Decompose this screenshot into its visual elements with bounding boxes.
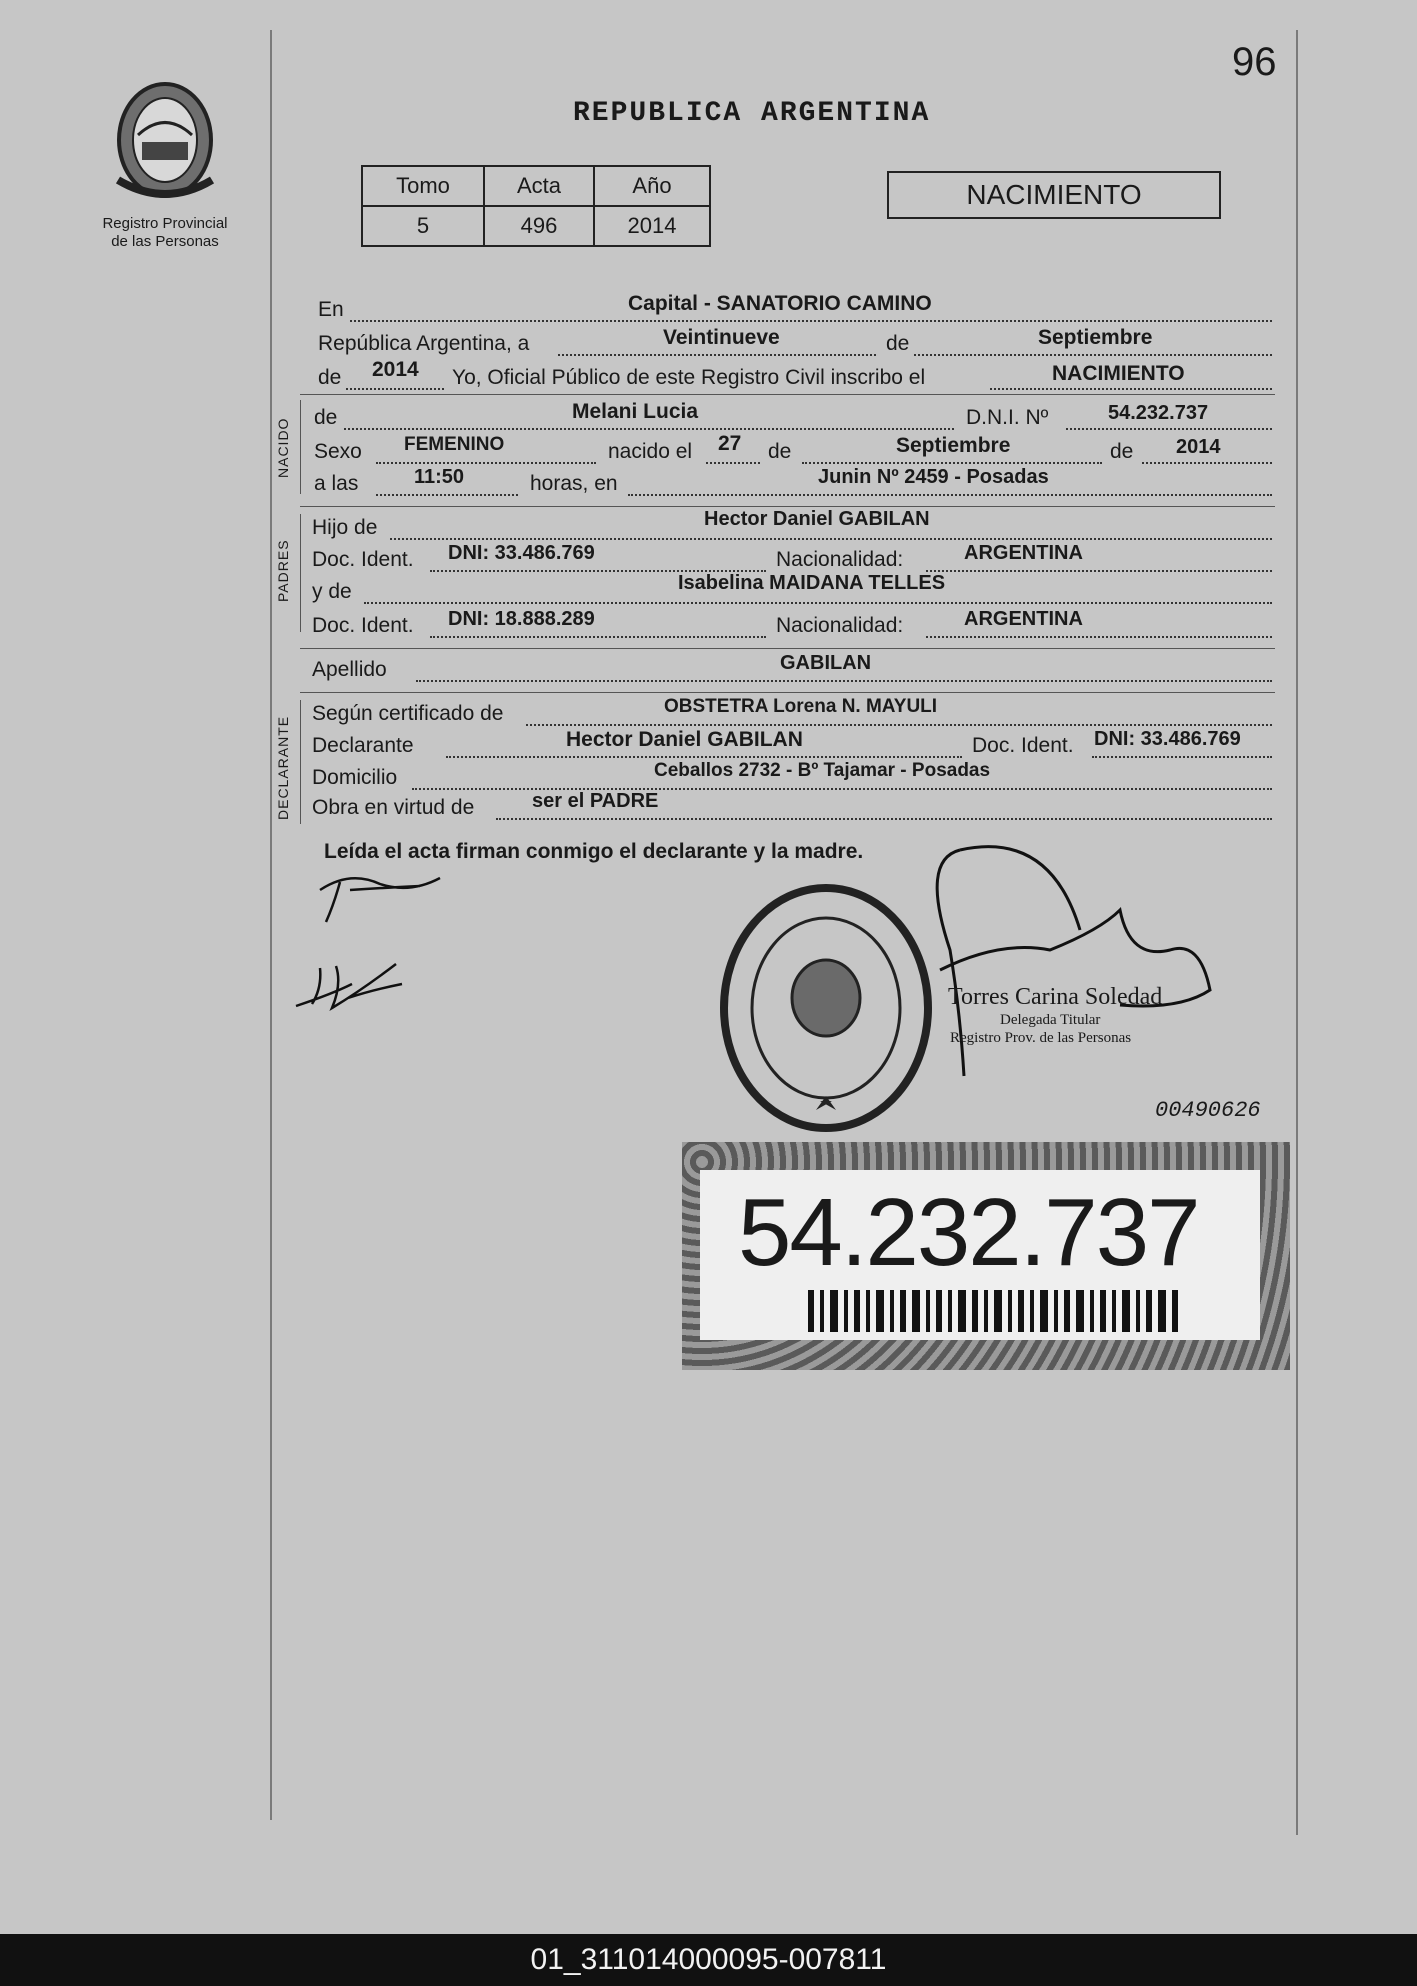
declarante-value: Hector Daniel GABILAN <box>566 728 803 751</box>
de-label: de <box>886 332 910 355</box>
mother-doc: DNI: 18.888.289 <box>448 608 595 630</box>
birth-time: 11:50 <box>414 466 465 488</box>
cert-value: OBSTETRA Lorena N. MAYULI <box>664 696 938 717</box>
page-number: 96 <box>1232 40 1277 84</box>
record-table <box>361 165 711 247</box>
year-value: 2014 <box>372 358 419 381</box>
apellido-label: Apellido <box>312 658 387 681</box>
yde-label: y de <box>312 580 352 603</box>
record-type-box: NACIMIENTO <box>887 171 1221 219</box>
mother-name: Isabelina MAIDANA TELLES <box>678 572 946 594</box>
inscribo-label: Yo, Oficial Público de este Registro Civil inscribo el <box>452 366 926 389</box>
id-sticker-number: 54.232.737 <box>738 1179 1199 1286</box>
hijo-label: Hijo de <box>312 516 378 539</box>
de2-label: de <box>318 366 342 389</box>
cert-label: Según certificado de <box>312 702 504 725</box>
father-nationality: ARGENTINA <box>964 542 1083 564</box>
child-dni: 54.232.737 <box>1108 402 1209 424</box>
birth-de2-label: de <box>1110 440 1134 463</box>
obra-label: Obra en virtud de <box>312 796 475 819</box>
day-value: Veintinueve <box>663 326 780 349</box>
logo-caption-line-1: Registro Provincial <box>102 215 228 232</box>
record-header-ano: Año <box>594 166 710 206</box>
registry-logo <box>90 80 240 251</box>
birth-day: 27 <box>718 432 742 455</box>
nacido-el-label: nacido el <box>608 440 693 463</box>
father-name: Hector Daniel GABILAN <box>704 508 930 530</box>
father-doc-label: Doc. Ident. <box>312 548 414 571</box>
domicilio-label: Domicilio <box>312 766 398 789</box>
section-label-padres: PADRES <box>275 539 291 602</box>
logo-caption-line-2: de las Personas <box>111 233 219 250</box>
id-sticker <box>682 1142 1290 1370</box>
section-label-declarante: DECLARANTE <box>275 715 291 820</box>
official-title: Delegada Titular <box>1000 1012 1101 1028</box>
horas-label: horas, en <box>530 472 618 495</box>
serial-number: 00490626 <box>1155 1098 1261 1123</box>
obra-value: ser el PADRE <box>532 790 659 812</box>
mother-nat-label: Nacionalidad: <box>776 614 904 637</box>
document-title: REPUBLICA ARGENTINA <box>573 98 931 129</box>
misiones-emblem-icon <box>90 80 240 210</box>
father-nat-label: Nacionalidad: <box>776 548 904 571</box>
right-margin-line <box>1296 30 1298 1835</box>
birth-de-label: de <box>768 440 792 463</box>
declarante-label: Declarante <box>312 734 414 757</box>
scan-filename-footer: 01_311014000095-007811 <box>0 1934 1417 1986</box>
dni-label: D.N.I. Nº <box>966 406 1049 429</box>
mother-nationality: ARGENTINA <box>964 608 1083 630</box>
place-value: Capital - SANATORIO CAMINO <box>628 292 932 315</box>
record-header-acta: Acta <box>484 166 594 206</box>
sexo-value: FEMENINO <box>404 434 505 455</box>
nacido-de-label: de <box>314 406 338 429</box>
left-margin-line <box>270 30 272 1820</box>
official-office: Registro Prov. de las Personas <box>950 1030 1132 1046</box>
declarante-doc: DNI: 33.486.769 <box>1094 728 1241 750</box>
record-value-acta: 496 <box>484 206 594 246</box>
inscribo-value: NACIMIENTO <box>1052 362 1185 385</box>
birth-month: Septiembre <box>896 434 1011 457</box>
apellido-value: GABILAN <box>780 652 872 674</box>
alas-label: a las <box>314 472 359 495</box>
child-name: Melani Lucia <box>572 400 699 423</box>
mother-doc-label: Doc. Ident. <box>312 614 414 637</box>
section-label-nacido: NACIDO <box>275 417 291 478</box>
birth-place: Junin Nº 2459 - Posadas <box>818 466 1049 488</box>
declarante-doc-label: Doc. Ident. <box>972 734 1074 757</box>
father-doc: DNI: 33.486.769 <box>448 542 595 564</box>
republica-label: República Argentina, a <box>318 332 530 355</box>
record-header-tomo: Tomo <box>362 166 484 206</box>
birth-year: 2014 <box>1176 436 1221 458</box>
record-value-tomo: 5 <box>362 206 484 246</box>
official-name: Torres Carina Soledad <box>948 984 1163 1010</box>
declarant-signature <box>310 860 450 930</box>
domicilio-value: Ceballos 2732 - Bº Tajamar - Posadas <box>654 760 991 781</box>
mother-signature <box>292 954 412 1024</box>
barcode-icon <box>808 1290 1178 1332</box>
month-value: Septiembre <box>1038 326 1153 349</box>
closing-statement: Leída el acta firman conmigo el declarante y la madre. <box>324 840 864 863</box>
en-label: En <box>318 298 344 321</box>
sexo-label: Sexo <box>314 440 362 463</box>
record-value-ano: 2014 <box>594 206 710 246</box>
